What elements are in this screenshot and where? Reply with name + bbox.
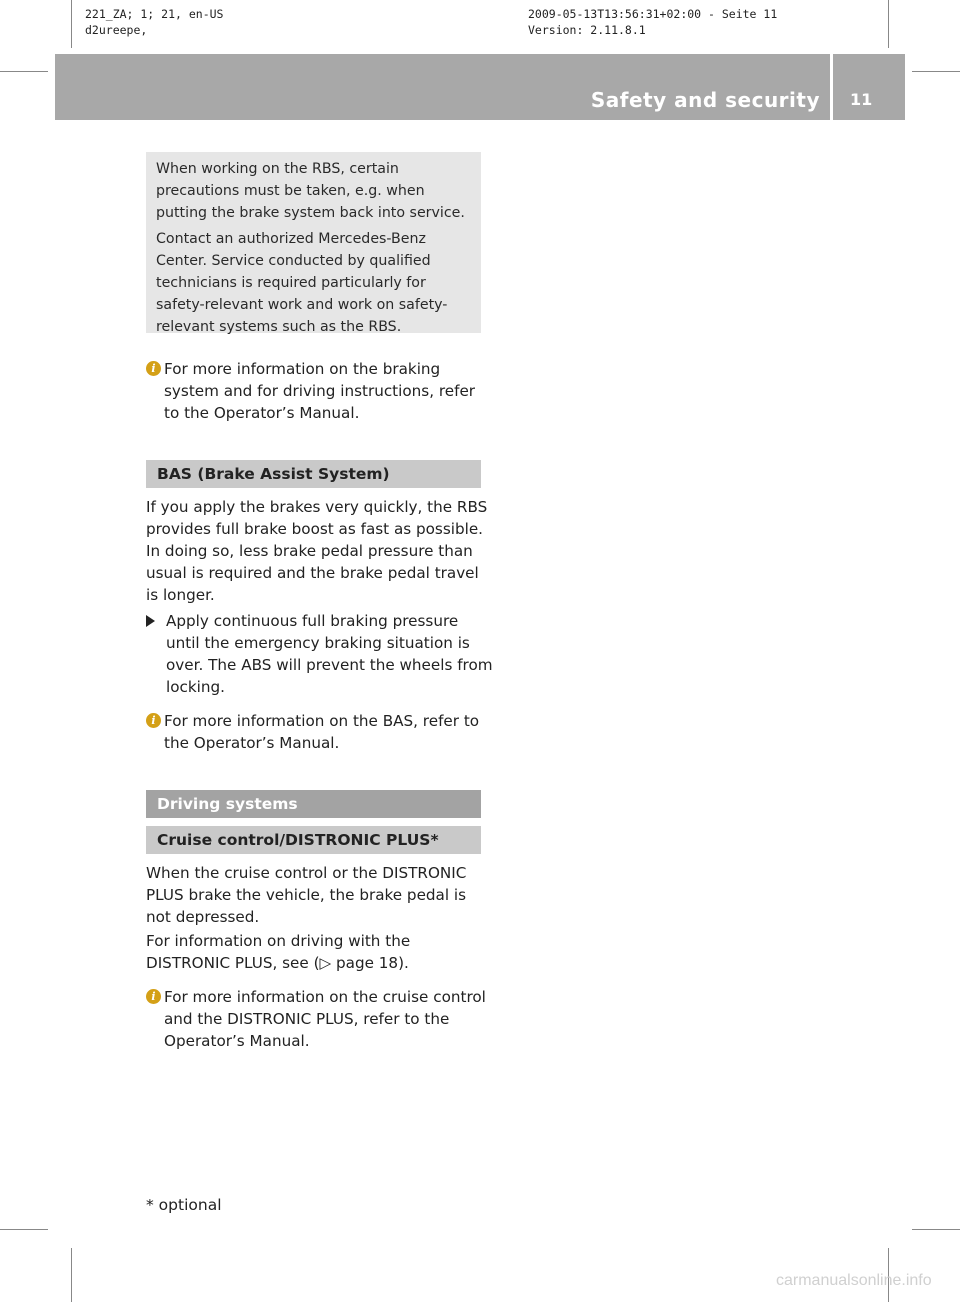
info-note — [146, 710, 494, 754]
step-text: Apply continuous full braking pressure until the emergency braking situation is over. The ABS will prevent the wheels from locking. — [166, 612, 493, 696]
info-note — [146, 986, 494, 1052]
info-note — [146, 358, 494, 424]
page-title: Safety and security — [590, 88, 820, 112]
cruise-body: For information on driving with the DISTRONIC PLUS, see (▷ page 18). — [146, 932, 411, 972]
crop-mark — [912, 1229, 960, 1230]
meta-left — [85, 6, 223, 38]
crop-mark — [0, 1229, 48, 1230]
crop-mark — [71, 0, 72, 48]
warning-paragraph: When working on the RBS, certain precautions must be taken, e.g. when putting the brake system back into service. — [156, 161, 465, 221]
info-text: For more information on the braking system and for driving instructions, refer to the Operator’s Manual. — [164, 360, 476, 422]
crop-mark — [912, 71, 960, 72]
info-icon: i — [146, 361, 161, 376]
warning-box — [146, 152, 481, 333]
bas-body: If you apply the brakes very quickly, the RBS provides full brake boost as fast as possible. In doing so, less brake pedal pressure than usual is required and the brake pedal travel is longer. — [146, 498, 488, 604]
crop-mark — [71, 1248, 72, 1302]
header-divider — [830, 54, 833, 120]
section-heading-cruise-control: Cruise control/DISTRONIC PLUS* — [146, 826, 481, 854]
meta-line: 221_ZA; 1; 21, en-US — [85, 7, 224, 21]
page-number: 11 — [850, 90, 873, 109]
section-heading-driving-systems: Driving systems — [146, 790, 481, 818]
info-text: For more information on the cruise control and the DISTRONIC PLUS, refer to the Operator’s Manual. — [164, 988, 486, 1050]
crop-mark — [888, 0, 889, 48]
warning-paragraph: Contact an authorized Mercedes-Benz Center. Service conducted by qualified technicians is required particularly for safety-relevant work and work on safety-relevant systems such as the RBS. — [156, 231, 448, 335]
info-text: For more information on the BAS, refer to the Operator’s Manual. — [164, 712, 480, 752]
section-heading-bas: BAS (Brake Assist System) — [146, 460, 481, 488]
meta-right — [528, 6, 777, 38]
info-icon: i — [146, 989, 161, 1004]
watermark: carmanualsonline.info — [776, 1272, 932, 1289]
footnote: * optional — [146, 1196, 222, 1214]
meta-line: 2009-05-13T13:56:31+02:00 - Seite 11 — [528, 7, 778, 21]
meta-line: d2ureepe, — [85, 23, 148, 37]
meta-line: Version: 2.11.8.1 — [528, 23, 646, 37]
instruction-step — [146, 610, 494, 698]
info-icon: i — [146, 713, 161, 728]
cruise-body: When the cruise control or the DISTRONIC PLUS brake the vehicle, the brake pedal is not depressed. — [146, 864, 467, 926]
arrow-right-icon — [146, 615, 155, 627]
crop-mark — [0, 71, 48, 72]
